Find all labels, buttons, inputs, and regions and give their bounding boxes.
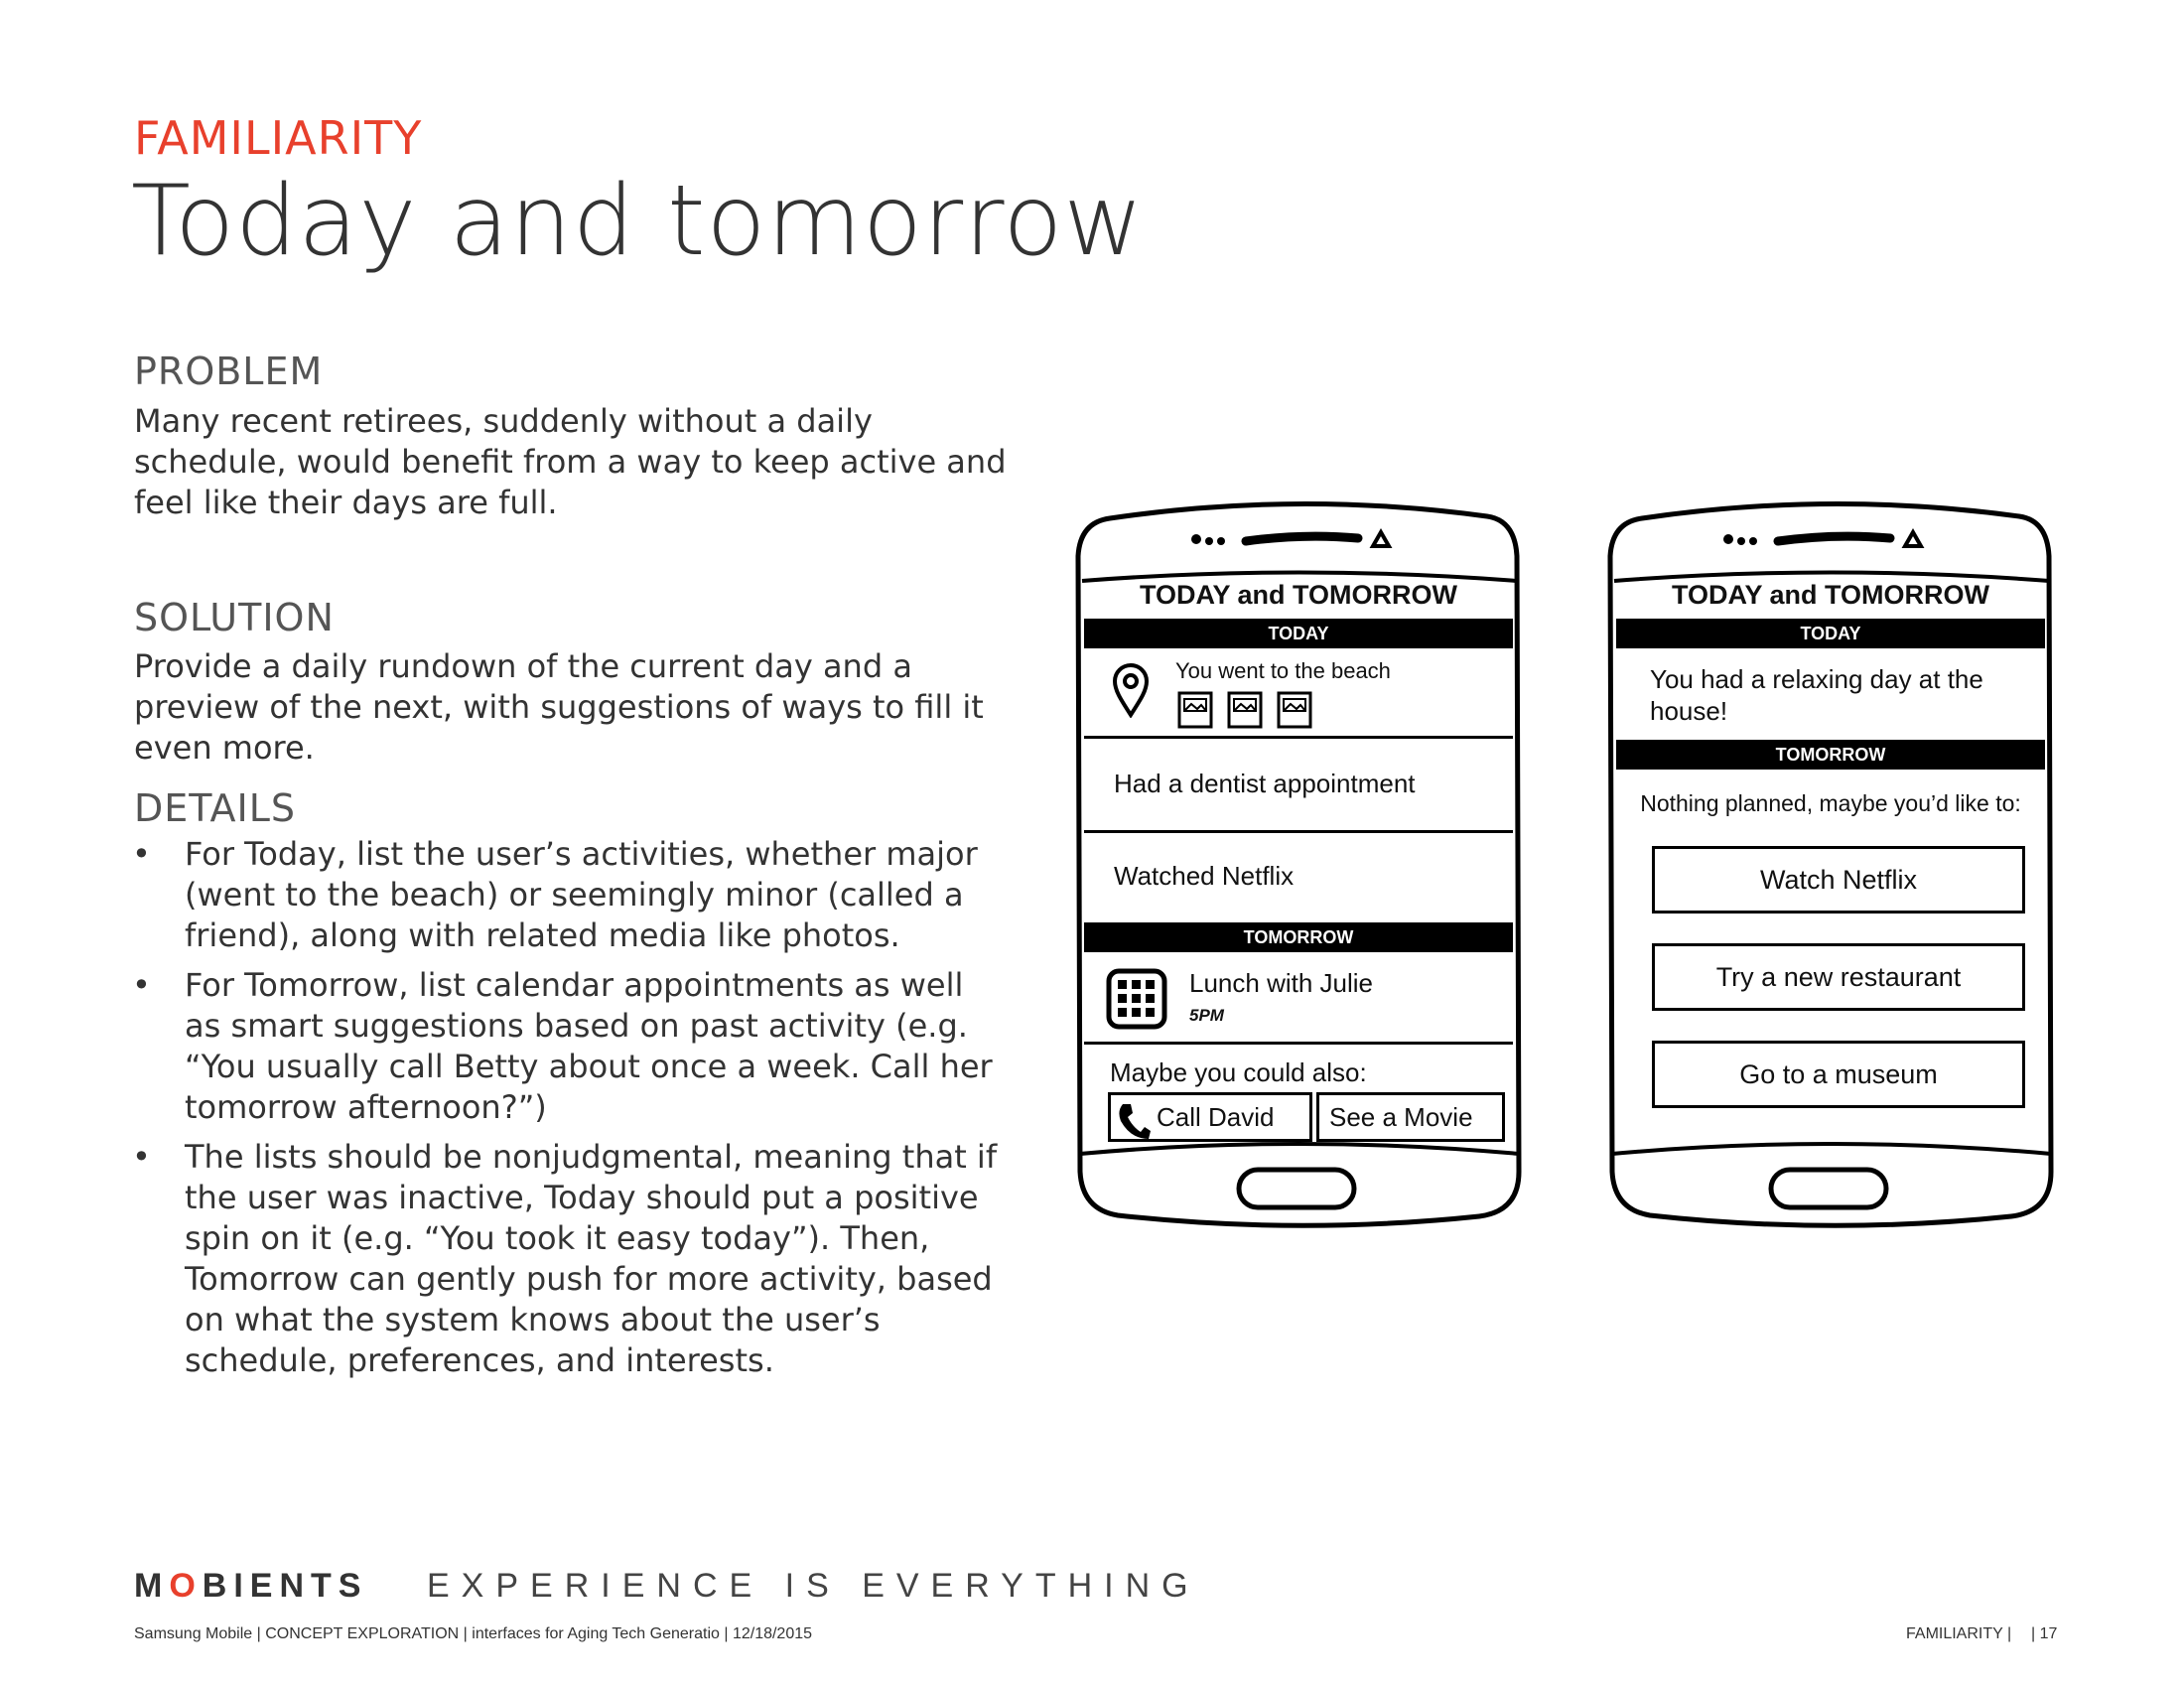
details-bullet: • For Tomorrow, list calendar appointments as well as smart suggestions based on past activity (e.g. “You usually call Betty about once a week. Call her tomorrow afternoon?”) [129,965,1003,1128]
call-david-button[interactable] [1108,1092,1312,1142]
app-title: TODAY and TOMORROW [1671,580,1990,610]
calendar-icon [1106,968,1167,1030]
problem-heading: PROBLEM [134,350,324,393]
today-summary: You had a relaxing day at the house! [1650,664,1983,726]
activity-row[interactable] [1084,648,1513,739]
tagline: EXPERIENCE IS EVERYTHING [427,1567,1200,1605]
activity-text: Watched Netflix [1114,861,1295,891]
details-bullet: • The lists should be nonjudgmental, meaning that if the user was inactive, Today should put a positive spin on it (e.g. “You took it easy today”). Then, Tomorrow can gently push for more activity, based on what the system knows about the user’s schedule, preferences, and interests. [129,1137,1003,1381]
mobients-logo [134,1567,367,1606]
problem-text: Many recent retirees, suddenly without a daily schedule, would benefit from a way to keep active and feel like their days are full. [134,402,1007,521]
page-title: Today and tomorrow [131,165,1145,278]
try-restaurant-button[interactable]: Try a new restaurant [1652,943,2025,1011]
image-icon [1229,693,1261,727]
solution-text: Provide a daily rundown of the current day and a preview of the next, with suggestions of ways to fill it even more. [134,647,984,767]
image-icon [1279,693,1310,727]
event-row[interactable] [1084,952,1513,1045]
suggest-label: Maybe you could also: [1110,1057,1367,1087]
today-bar: TODAY [1084,619,1513,648]
nothing-planned-text: Nothing planned, maybe you’d like to: [1640,790,2021,816]
details-list [129,834,1003,1390]
photo-thumbnails[interactable] [1175,690,1334,730]
details-bullet: • For Today, list the user’s activities, whether major (went to the beach) or seemingly minor (called a friend), along with related media like photos. [129,834,1003,956]
tomorrow-bar: TOMORROW [1084,922,1513,952]
phone-sketch-1 [1070,496,1527,1231]
call-david-label: Call David [1157,1102,1275,1132]
details-heading: DETAILS [134,786,297,830]
page-number: | 17 [2031,1625,2058,1642]
today-bar: TODAY [1616,619,2045,648]
watch-netflix-button[interactable]: Watch Netflix [1652,846,2025,914]
activity-text: Had a dentist appointment [1114,769,1416,798]
see-movie-label: See a Movie [1329,1102,1473,1132]
logo-accent: O [169,1567,203,1605]
logo-part: BIENTS [202,1567,368,1605]
phone-screen-1 [1084,574,1513,1136]
section-eyebrow: FAMILIARITY [134,111,423,165]
logo-part: M [134,1567,170,1605]
activity-text: You went to the beach [1175,658,1391,683]
footer-section: FAMILIARITY | [1906,1625,2012,1642]
phone-screen-2 [1616,574,2045,1136]
app-title: TODAY and TOMORROW [1139,580,1458,610]
activity-row[interactable] [1084,833,1513,922]
event-title: Lunch with Julie [1189,968,1373,998]
solution-heading: SOLUTION [134,596,335,639]
map-pin-icon [1112,662,1150,718]
image-icon [1179,693,1211,727]
go-museum-button[interactable]: Go to a museum [1652,1041,2025,1108]
phone-sketch-2 [1602,496,2059,1231]
see-movie-button[interactable] [1316,1092,1505,1142]
activity-row[interactable] [1084,739,1513,833]
event-time: 5PM [1189,1006,1224,1025]
footer-meta: Samsung Mobile | CONCEPT EXPLORATION | interfaces for Aging Tech Generatio | 12/18/2015 [134,1625,813,1642]
phone-icon [1117,1101,1151,1139]
tomorrow-bar: TOMORROW [1616,740,2045,770]
